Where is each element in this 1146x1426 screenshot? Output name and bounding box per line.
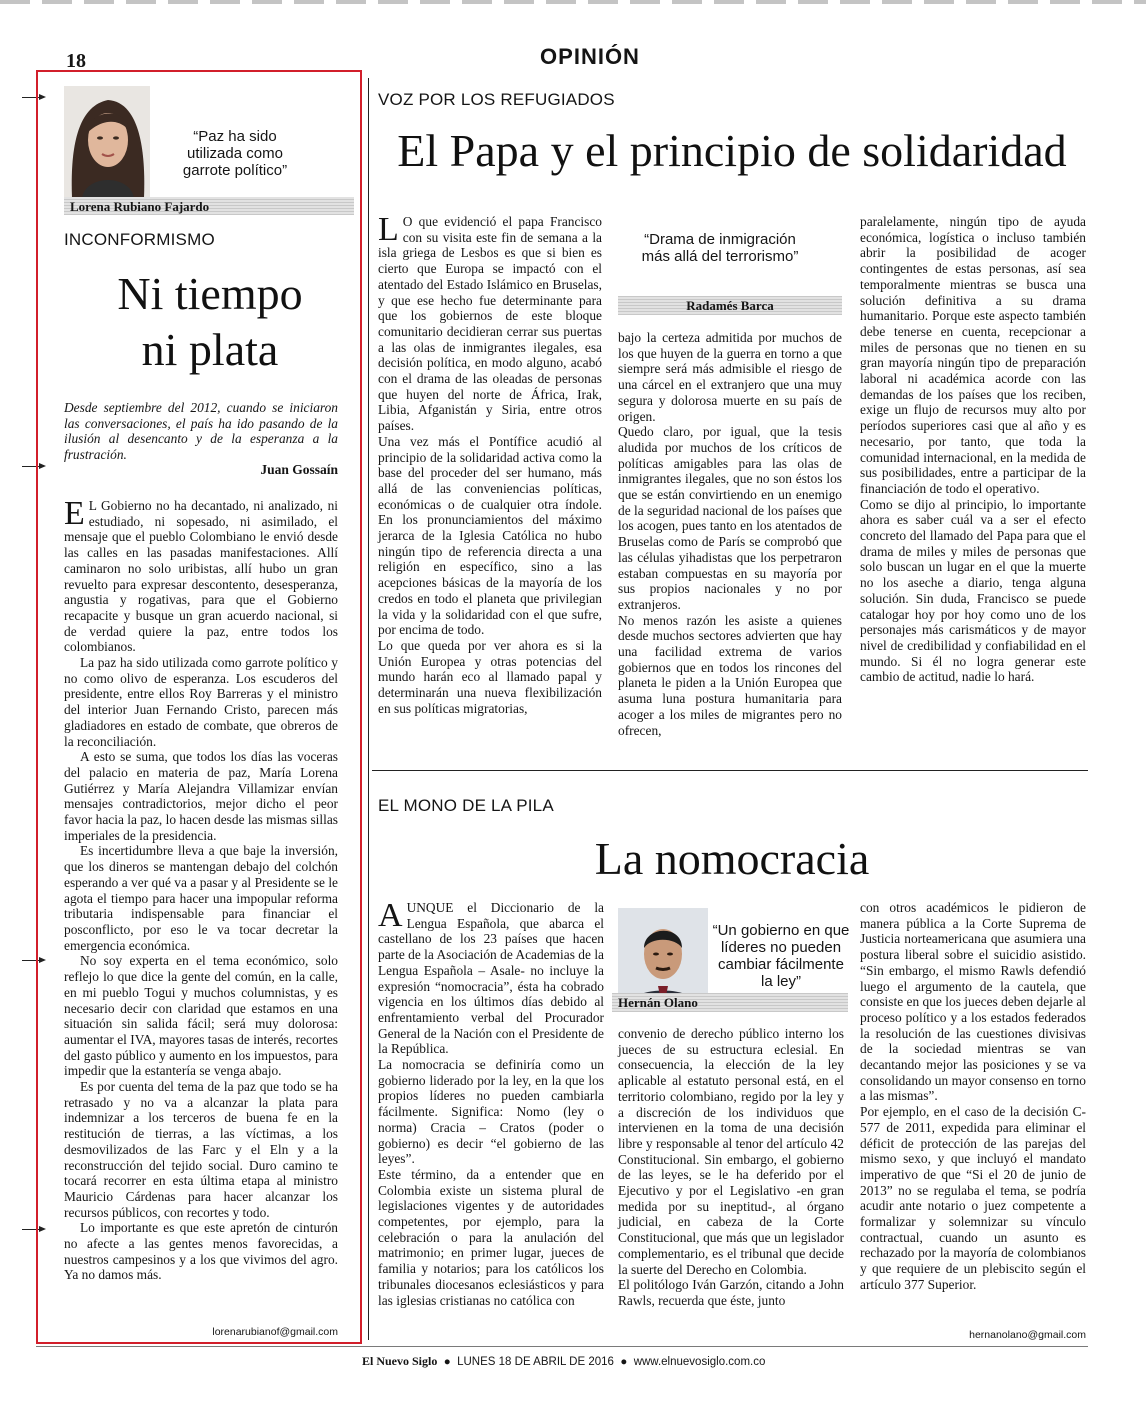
footer-rule (36, 1346, 1088, 1347)
section-title: OPINIÓN (540, 44, 640, 69)
paragraph: Lo importante es que este apretón de cinturón no afecte a las gentes menos favorecidas, a nuestros campesinos y a los que vivimos del agro. Ya no damos más. (64, 1220, 338, 1283)
paragraph: A esto se suma, que todos los días las voceras del palacio en materia de paz, María Lorena Gutiérrez y María Alejandra Villamizar envían mensajes contradictorios, mejor dicho el peor favor hacia la paz, lo hacen desde las mismas sillas imperiales de la presidencia. (64, 749, 338, 843)
top-border (0, 0, 1146, 4)
article-headline (64, 266, 356, 378)
bullet-icon: ● (440, 1356, 454, 1368)
headline-line: ni plata (141, 324, 279, 375)
drop-cap: L (378, 211, 399, 248)
paragraph: E L Gobierno no ha decantado, ni analizado, ni estudiado, ni sopesado, ni asimilado, el mensaje que el pueblo Colombiano le envió desde las calles en las pasadas manifestaciones. Allí caminaron no solo uribistas, allí hubo un gran revuelto para expresar descontento, desesperanza, angustia y rogativas, para que el Gobierno recapacite y busque un gran acuerdo nacional, si de verdad quiere la paz, entre todos los colombianos. (64, 495, 338, 655)
author-name-bar (618, 296, 842, 315)
article-headline: El Papa y el principio de solidaridad (397, 125, 1067, 176)
footer (362, 1354, 765, 1369)
column-text: O que evidenció el papa Francisco con su visita este fin de semana a la isla griega de Lesbos es que si bien es cierto que Europa se impactó con el atentado del Estado Islámico en Bruselas, y que ese hecho fue determinante para que los gobiernos de este bloque comunitario decidieran cerrar sus puertas a las olas de inmigrantes ilegales, esa decisión política, en modo alguno, acabó con el drama de las oleadas de personas que huyen del norte de África, Irak, Libia, Afganistán y Siria, entre otros países. Una vez más el Pontífice acudió al principio de la solidaridad activa como la base del proceder del ser humano, más allá de las conveniencias políticas, económicas o de cualquier otra índole. En los pronunciamientos del máximo jerarca de la Iglesia Católica no hubo ningún tipo de referencia directa a una religión en específico, sino a las acepciones básicas de la mayoría de los credos en todo el planeta que privilegian la vida y la solidaridad con el que sufre, por encima de todo. Lo que queda por ver ahora es si la Unión Europea y otras potencias del mundo harán eco al llamado papal y determinarán una nueva flexibilización en sus políticas migratorias, (378, 214, 602, 716)
pull-quote: “Drama de inmigración más allá del terrorismo” (641, 231, 799, 265)
article-column: paralelamente, ningún tipo de ayuda económica, logística o incluso también abrir la posibilidad de acoger contingentes de estas personas, así sea temporalmente mientras se busca una solución definitiva a su drama humanitario. Porque este aspecto también debe tenerse en cuenta, recepcionar a miles de personas que no tienen en su gran mayoría ningún tipo de preparación laboral ni académica acorde con las demandas de los países que los reciben, exige un flujo de recursos muy alto por períodos superiores casi que al año y es necesario, por tanto, que toda la comunidad internacional, en la medida de sus posibilidades, entre a participar de la financiación de todo el operativo. Como se dijo al principio, lo importante ahora es saber cuál va a ser el efecto concreto del llamado del Papa para que el drama de miles y miles de personas que solo buscan un lugar en el que la muerte no los aseche a diario, tenga alguna solución. Sin duda, Francisco se puede catalogar hoy por hoy como uno de los personajes más carismáticos y de mayor nivel de credibilidad y confiabilidad en el mundo. Si él no logra generar este cambio de actitud, nadie lo hará. (860, 214, 1086, 685)
paragraph: La paz ha sido utilizada como garrote político y no como olivo de esperanza. Los escuderos del presidente, entre ellos Roy Barreras y el ministro del interior Juan Fernando Cristo, parecen más gladiadores en estado de combate, que obreros de la reconciliación. (64, 655, 338, 749)
article-column: con otros académicos le pidieron de manera pública a la Corte Suprema de Justicia norteamericana que asumiera una postura liberal sobre el suicidio asistido. “Sin embargo, el mismo Rawls defendió luego el argumento de la cautela, que consiste en que los jueces deben dejarle al proceso político y a los estados federados la resolución de las cuestiones divisivas de la sociedad mientras se van decantando mejor las posiciones y se va consolidando un mayor consenso en torno a las mismas”. Por ejemplo, en el caso de la decisión C-577 de 2011, expedida para eliminar el déficit de protección de las parejas del mismo sexo, y que incluyó el mandato imperativo de que “Si el 20 de junio de 2013” no se regulaba el tema, se podría acudir ante notario o juez competente a formalizar y solemnizar su vínculo contractual, cuando un asunto es rechazado por la mayoría de colombianos y que requiere de un plebiscito según el artículo 377 Superior. (860, 900, 1086, 1292)
column-text: UNQUE el Diccionario de la Lengua Española, que abarca el castellano de los 23 países que hacen parte de la Asociación de Academias de la Lengua Española – Asale- no incluye la expresión “nomocracia”, ésta ha cobrado vigencia en los últimos días debido al enfrentamiento verbal del Procurador General de la Nación con el Presidente de la República. La nomocracia se definiría como un gobierno liderado por la ley, en la que los propios líderes no pueden cambiarla fácilmente. Significa: Nomo (ley o norma) Cracia – Cratos (poder o gobierno) es decir “el gobierno de las leyes”. Este término, da a entender que en Colombia existe un sistema plural de legislaciones vigentes y de autoridades competentes, por ejemplo, para la celebración o para la anulación del matrimonio; en primer lugar, jueces de familia y notarios; para los católicos los tribunales diocesanos eclesiásticos y para las iglesias cristianas no católica con (378, 900, 604, 1308)
article-kicker: VOZ POR LOS REFUGIADOS (378, 90, 615, 109)
article-column (378, 897, 604, 1308)
author-name: Hernán Olano (618, 995, 698, 1010)
drop-cap: A (378, 897, 403, 934)
column-divider (368, 78, 369, 1340)
article-body (64, 495, 338, 1283)
footer-website: www.elnuevosiglo.com.co (633, 1356, 766, 1368)
pull-quote: “Paz ha sido utilizada como garrote político” (182, 128, 288, 179)
article-column (378, 211, 602, 717)
author-photo (64, 86, 150, 198)
author-email: lorenarubianof@gmail.com (212, 1326, 338, 1338)
footer-masthead: El Nuevo Siglo (362, 1354, 438, 1368)
article-kicker: INCONFORMISMO (64, 230, 215, 249)
paragraph: Es por cuenta del tema de la paz que todo se ha retrasado y no va a alcanzar la plata para indemnizar a los terceros de buena fe en la restitución de tierras, a las víctimas, a los desmovilizados de las Farc y el Eln y a la reconstrucción del tejido social. Duro camino te tocará recorrer en esta última etapa al ministro Mauricio Cárdenas para hacer alcanzar los recursos públicos, con recortes y todo. (64, 1079, 338, 1220)
author-email: hernanolano@gmail.com (969, 1329, 1086, 1341)
page-number: 18 (66, 50, 86, 72)
article-deck: Desde septiembre del 2012, cuando se iniciaron las conversaciones, el país ha ido pasando de la ilusión al desencanto y de la esperanza a la frustración. (64, 400, 338, 463)
deck-attribution: Juan Gossaín (260, 462, 338, 477)
article-headline: La nomocracia (594, 833, 870, 884)
article-column: convenio de derecho público interno los jueces de su estructura eclesial. En consecuencia, la elección de la ley aplicable al estatuto personal está, en el territorio colombiano, regido por la ley y a discreción de los individuos que intervienen en la toma de una decisión libre y responsable al tenor del artículo 42 Constitucional. Sin embargo, el gobierno de las leyes, se le ha deferido por el Ejecutivo y por el Legislativo -en gran medida por su ineptitud-, al órgano judicial, en cabeza de la Corte Constitucional, que más que un legislador complementario, es el tribunal que decide la suerte del Derecho en Colombia. El politólogo Iván Garzón, citando a John Rawls, recuerda que éste, junto (618, 1026, 844, 1308)
bullet-icon: ● (617, 1356, 631, 1368)
article-kicker: EL MONO DE LA PILA (378, 796, 554, 815)
paragraph: No soy experta en el tema económico, solo reflejo lo que dice la gente del común, en la calle, en mi pueblo Togui y muchos columnistas, y es necesario decir con claridad que estamos en una situación sin salida fácil; será muy dolorosa: aumentar el IVA, mayores tasas de interés, recortes del gasto público y aumento en los impuestos, para impedir que la estantería se venga abajo. (64, 953, 338, 1079)
drop-cap: E (64, 495, 85, 532)
paragraph: Es incertidumbre lleva a que baje la inversión, que los dineros se mantengan debajo del colchón esperando a ver qué va a pasar y al Presidente se le agota el tiempo para hacer una impopular reforma tributaria indispensable para financiar el posconflicto, por eso le va tocar decretar la emergencia económica. (64, 843, 338, 953)
headline-line: Ni tiempo (117, 268, 303, 319)
author-name: Lorena Rubiano Fajardo (70, 199, 210, 214)
article-divider (372, 770, 1088, 771)
footer-date: LUNES 18 DE ABRIL DE 2016 (457, 1356, 614, 1368)
author-name-bar (612, 993, 848, 1012)
author-name-bar (64, 197, 354, 215)
article-column: bajo la certeza admitida por muchos de los que huyen de la guerra en torno a que siempre será más admisible el riesgo de una cárcel en el extranjero que una muy segura y dolorosa muerte en su país de origen. Quedo claro, por igual, que la tesis aludida por muchos de los críticos de políticas amigables para las olas de inmigrantes ilegales, que no son éstos los que se están convirtiendo en un enemigo de la seguridad nacional de los países que los acogen, pues tanto en los atentados de Bruselas como de París se comprobó que las células yihadistas que los perpetraron estaban compuestas en su mayoría por sus propios nacionales y no por extranjeros. No menos razón les asiste a quienes desde muchos sectores advierten que hay una facilidad extrema de varios gobiernos que en todos los rincones del planeta le piden a la Unión Europea que asuma luna postura humanitaria para acoger a los miles de migrantes pero no ofrecen, (618, 330, 842, 738)
pull-quote: “Un gobierno en que líderes no pueden cambiar fácilmente la ley” (712, 922, 850, 990)
author-name: Radamés Barca (686, 298, 774, 313)
